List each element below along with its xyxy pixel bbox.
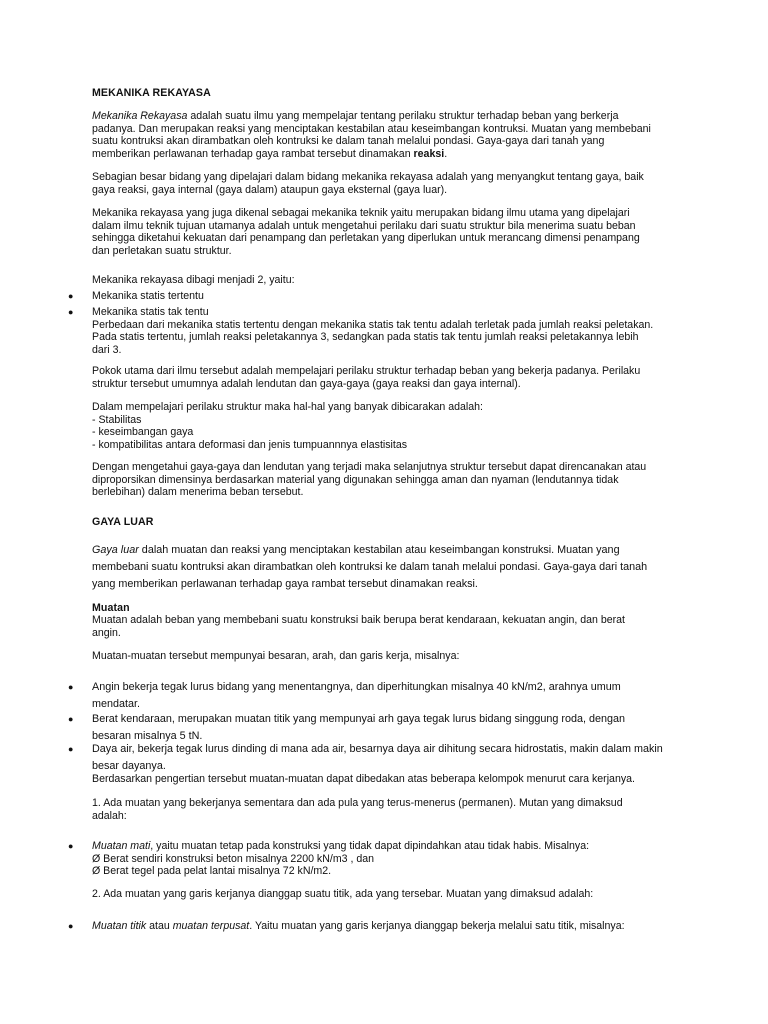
list-item: ● Mekanika statis tak tentu Perbedaan dari mekanika statis tertentu dengan mekanika statis tak tentu adalah terletak pada jumlah reaksi peletakan. Pada statis tertentu, jumlah reaksi peletakannya 3, sedangkan pada statis tak tentu jumlah reaksi peletakannya lebih dari 3. xyxy=(68,306,654,356)
paragraph-kesimpulan: Dengan mengetahui gaya-gaya dan lendutan yang terjadi maka selanjutnya struktur tersebut dapat direncanakan atau diproporsikan dimensinya berdasarkan material yang digunakan sehingga aman dan nyaman (lendutannya tidak berlebihan) dalam menerima beban tersebut. xyxy=(92,461,647,499)
term-mekanika-rekayasa: Mekanika Rekayasa xyxy=(92,110,188,122)
heading-mekanika-rekayasa: MEKANIKA REKAYASA xyxy=(92,87,211,99)
heading-muatan: Muatan xyxy=(92,602,130,614)
paragraph-kelompok: Berdasarkan pengertian tersebut muatan-muatan dapat dibedakan atas beberapa kelompok menurut cara kerjanya. xyxy=(92,773,635,785)
bullet-icon: ● xyxy=(68,682,74,692)
term-muatan-titik: Muatan titik xyxy=(92,920,147,932)
bullet-icon: ● xyxy=(68,714,74,724)
term-muatan-terpusat: muatan terpusat xyxy=(172,920,250,932)
bullet-icon: ● xyxy=(68,921,74,931)
term-muatan-mati: Muatan mati xyxy=(92,840,151,852)
paragraph-dibagi: Mekanika rekayasa dibagi menjadi 2, yaitu: xyxy=(92,274,295,286)
term-gaya-luar: Gaya luar xyxy=(92,544,139,556)
list-item: ● Angin bekerja tegak lurus bidang yang menentangnya, dan diperhitungkan misalnya 40 kN/m2, arahnya umum mendatar. xyxy=(68,681,621,711)
paragraph-mekanika-teknik: Mekanika rekayasa yang juga dikenal sebagai mekanika teknik yaitu merupakan bidang ilmu utama yang dipelajari dalam ilmu teknik tujuan utamanya adalah untuk mengetahui perilaku dari suatu struktur bila menerima suatu beban sehingga diketahui kekuatan dari penampang dan perletakan yang diperlukan untuk merancang dimensi penampang dan perletakan suatu struktur. xyxy=(92,207,640,257)
bullet-icon: ● xyxy=(68,307,74,317)
list-item: ● Daya air, bekerja tegak lurus dinding di mana ada air, besarnya daya air dihitung secara hidrostatis, makin dalam makin besar dayanya. xyxy=(68,743,663,773)
term-reaksi: reaksi xyxy=(413,147,445,160)
paragraph-gaya-luar: Gaya luar dalah muatan dan reaksi yang menciptakan kestabilan atau keseimbangan konstruksi. Muatan yang membebani suatu kontruksi akan dirambatkan oleh kontruksi ke dalam tanah melalui pondasi. Gaya-gaya dari tanah yang memberikan perlawanan terhadap gaya rambat tersebut dinamakan reaksi. xyxy=(92,544,648,591)
paragraph-muatan: Muatan adalah beban yang membebani suatu konstruksi baik berupa berat kendaraan, kekuatan angin, dan berat angin. xyxy=(92,614,625,639)
paragraph-muatan-sementara: 1. Ada muatan yang bekerjanya sementara dan ada pula yang terus-menerus (permanen). Mutan yang dimaksud adalah: xyxy=(92,797,623,822)
paragraph-hal-hal: Dalam mempelajari perilaku struktur maka hal-hal yang banyak dibicarakan adalah: - Stabilitas - keseimbangan gaya - kompatibilitas antara deformasi dan jenis tumpuannnya elastisitas xyxy=(92,401,483,451)
paragraph-besaran: Muatan-muatan tersebut mempunyai besaran, arah, dan garis kerja, misalnya: xyxy=(92,650,460,662)
list-item: ● Muatan titik atau muatan terpusat. Yaitu muatan yang garis kerjanya dianggap bekerja melalui satu titik, misalnya: xyxy=(68,920,625,932)
bullet-icon: ● xyxy=(68,291,74,301)
paragraph-intro: Mekanika Rekayasa adalah suatu ilmu yang mempelajar tentang perilaku struktur terhadap beban yang berkerja padanya. Dan merupakan reaksi yang menciptakan kestabilan atau keseimbangan kontruksi. Muatan yang membebani suatu kontruksi akan dirambatkan oleh kontruksi ke dalam tanah melalui pondasi. Gaya-gaya dari tanah yang memberikan perlawanan terhadap gaya rambat tersebut dinamakan reaksi. xyxy=(92,110,651,160)
heading-gaya-luar: GAYA LUAR xyxy=(92,516,154,528)
paragraph-garis-kerja: 2. Ada muatan yang garis kerjanya dianggap suatu titik, ada yang tersebar. Muatan yang dimaksud adalah: xyxy=(92,888,594,900)
paragraph-gaya: Sebagian besar bidang yang dipelajari dalam bidang mekanika rekayasa adalah yang menyangkut tentang gaya, baik gaya reaksi, gaya internal (gaya dalam) ataupun gaya eksternal (gaya luar). xyxy=(92,171,644,196)
list-item: ● Berat kendaraan, merupakan muatan titik yang mempunyai arh gaya tegak lurus bidang singgung roda, dengan besaran misalnya 5 tN. xyxy=(68,713,625,743)
paragraph-pokok-utama: Pokok utama dari ilmu tersebut adalah mempelajari perilaku struktur terhadap beban yang bekerja padanya. Perilaku struktur tersebut umumnya adalah lendutan dan gaya-gaya (gaya reaksi dan gaya internal). xyxy=(92,365,641,390)
list-item: ● Muatan mati, yaitu muatan tetap pada konstruksi yang tidak dapat dipindahkan atau tidak habis. Misalnya: Ø Berat sendiri konstruksi beton misalnya 2200 kN/m3 , dan Ø Berat tegel pada pelat lantai misalnya 72 kN/m2. xyxy=(68,840,590,878)
list-item: ● Mekanika statis tertentu xyxy=(68,290,204,302)
bullet-icon: ● xyxy=(68,744,74,754)
bullet-icon: ● xyxy=(68,841,74,851)
